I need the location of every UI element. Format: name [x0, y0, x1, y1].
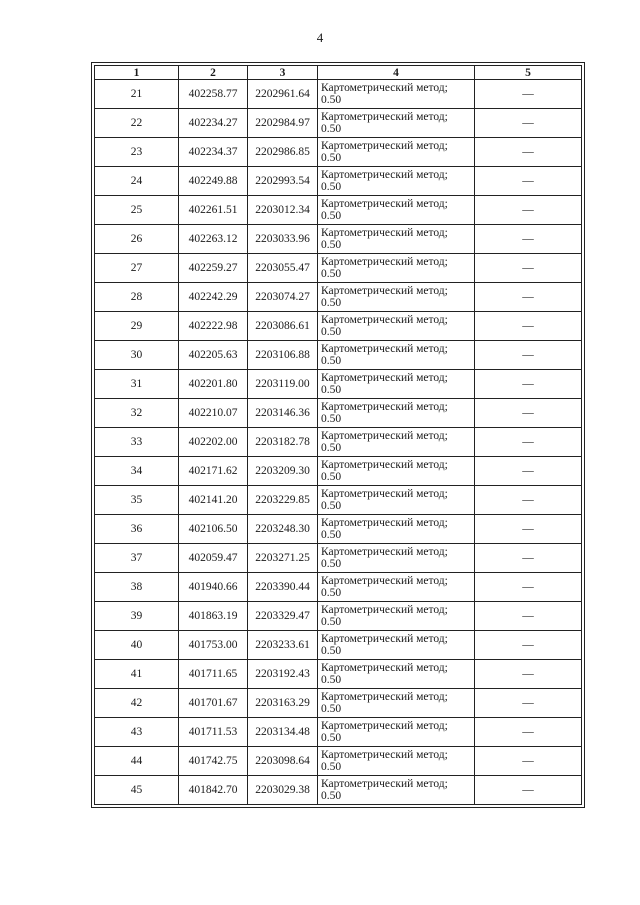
note-cell: — [475, 515, 582, 544]
precision-value: 0.50 [321, 152, 342, 164]
table-header-row [95, 66, 582, 80]
table-row [95, 254, 582, 283]
coordinate-y: 2203098.64 [248, 747, 318, 776]
column-header-1: 1 [95, 66, 179, 80]
note-cell: — [475, 544, 582, 573]
method-text: Картометрический метод; [321, 633, 448, 645]
coordinate-y: 2203192.43 [248, 660, 318, 689]
note-cell: — [475, 196, 582, 225]
method-cell [318, 776, 475, 805]
method-cell [318, 370, 475, 399]
coordinate-y: 2203146.36 [248, 399, 318, 428]
page-number: 4 [316, 30, 324, 45]
method-text: Картометрический метод; [321, 778, 448, 790]
coordinate-y: 2203182.78 [248, 428, 318, 457]
note-cell: — [475, 631, 582, 660]
coordinate-y: 2202993.54 [248, 167, 318, 196]
precision-value: 0.50 [321, 210, 342, 222]
precision-value: 0.50 [321, 616, 342, 628]
point-number: 45 [95, 776, 179, 805]
point-number: 40 [95, 631, 179, 660]
coordinate-x: 402205.63 [179, 341, 248, 370]
coordinate-x: 402171.62 [179, 457, 248, 486]
table-row [95, 515, 582, 544]
table-row [95, 689, 582, 718]
note-cell: — [475, 602, 582, 631]
method-text: Картометрический метод; [321, 749, 448, 761]
table-row [95, 167, 582, 196]
coordinate-y: 2203119.00 [248, 370, 318, 399]
precision-value: 0.50 [321, 500, 342, 512]
table-row [95, 196, 582, 225]
coordinate-y: 2203390.44 [248, 573, 318, 602]
coordinate-x: 402202.00 [179, 428, 248, 457]
precision-value: 0.50 [321, 355, 342, 367]
method-text: Картометрический метод; [321, 720, 448, 732]
coordinate-y: 2203229.85 [248, 486, 318, 515]
precision-value: 0.50 [321, 529, 342, 541]
coordinate-y: 2203033.96 [248, 225, 318, 254]
method-text: Картометрический метод; [321, 575, 448, 587]
precision-value: 0.50 [321, 123, 342, 135]
coordinate-x: 402222.98 [179, 312, 248, 341]
precision-value: 0.50 [321, 268, 342, 280]
point-number: 25 [95, 196, 179, 225]
table-row [95, 283, 582, 312]
point-number: 27 [95, 254, 179, 283]
coordinate-x: 402261.51 [179, 196, 248, 225]
coordinate-y: 2203163.29 [248, 689, 318, 718]
note-cell: — [475, 341, 582, 370]
precision-value: 0.50 [321, 297, 342, 309]
column-header-3: 3 [248, 66, 318, 80]
precision-value: 0.50 [321, 239, 342, 251]
coordinate-y: 2202984.97 [248, 109, 318, 138]
coordinate-y: 2202986.85 [248, 138, 318, 167]
note-cell: — [475, 718, 582, 747]
point-number: 39 [95, 602, 179, 631]
table-row [95, 718, 582, 747]
note-cell: — [475, 80, 582, 109]
table-row [95, 747, 582, 776]
coordinate-x: 401711.65 [179, 660, 248, 689]
point-number: 41 [95, 660, 179, 689]
coordinate-x: 401742.75 [179, 747, 248, 776]
point-number: 21 [95, 80, 179, 109]
method-cell [318, 109, 475, 138]
point-number: 37 [95, 544, 179, 573]
coordinate-x: 401940.66 [179, 573, 248, 602]
table-row [95, 631, 582, 660]
coordinate-x: 401842.70 [179, 776, 248, 805]
coordinate-x: 402059.47 [179, 544, 248, 573]
coordinate-x: 402259.27 [179, 254, 248, 283]
method-cell [318, 602, 475, 631]
column-header-4: 4 [318, 66, 475, 80]
method-cell [318, 167, 475, 196]
method-cell [318, 312, 475, 341]
point-number: 35 [95, 486, 179, 515]
point-number: 24 [95, 167, 179, 196]
method-text: Картометрический метод; [321, 401, 448, 413]
note-cell: — [475, 747, 582, 776]
precision-value: 0.50 [321, 558, 342, 570]
method-text: Картометрический метод; [321, 372, 448, 384]
point-number: 29 [95, 312, 179, 341]
coordinate-y: 2203248.30 [248, 515, 318, 544]
coordinate-x: 402234.27 [179, 109, 248, 138]
note-cell: — [475, 428, 582, 457]
note-cell: — [475, 370, 582, 399]
method-text: Картометрический метод; [321, 546, 448, 558]
note-cell: — [475, 109, 582, 138]
point-number: 32 [95, 399, 179, 428]
method-cell [318, 718, 475, 747]
point-number: 23 [95, 138, 179, 167]
method-cell [318, 544, 475, 573]
coordinate-y: 2203271.25 [248, 544, 318, 573]
coordinate-y: 2203055.47 [248, 254, 318, 283]
method-text: Картометрический метод; [321, 285, 448, 297]
coordinate-y: 2203329.47 [248, 602, 318, 631]
note-cell: — [475, 254, 582, 283]
method-cell [318, 486, 475, 515]
coordinate-x: 401753.00 [179, 631, 248, 660]
table-row [95, 399, 582, 428]
note-cell: — [475, 399, 582, 428]
method-cell [318, 225, 475, 254]
precision-value: 0.50 [321, 732, 342, 744]
method-cell [318, 747, 475, 776]
precision-value: 0.50 [321, 703, 342, 715]
coordinate-x: 402141.20 [179, 486, 248, 515]
coordinate-y: 2203233.61 [248, 631, 318, 660]
coordinate-y: 2203029.38 [248, 776, 318, 805]
coordinate-x: 402263.12 [179, 225, 248, 254]
point-number: 33 [95, 428, 179, 457]
table-row [95, 573, 582, 602]
table-row [95, 312, 582, 341]
method-cell [318, 283, 475, 312]
table-row [95, 486, 582, 515]
coordinate-x: 402249.88 [179, 167, 248, 196]
method-text: Картометрический метод; [321, 604, 448, 616]
point-number: 38 [95, 573, 179, 602]
coordinate-y: 2202961.64 [248, 80, 318, 109]
table-row [95, 109, 582, 138]
point-number: 36 [95, 515, 179, 544]
method-text: Картометрический метод; [321, 343, 448, 355]
table-row [95, 428, 582, 457]
method-cell [318, 631, 475, 660]
precision-value: 0.50 [321, 442, 342, 454]
method-text: Картометрический метод; [321, 517, 448, 529]
method-text: Картометрический метод; [321, 662, 448, 674]
method-text: Картометрический метод; [321, 430, 448, 442]
method-text: Картометрический метод; [321, 198, 448, 210]
column-header-2: 2 [179, 66, 248, 80]
method-text: Картометрический метод; [321, 488, 448, 500]
table-row [95, 457, 582, 486]
coordinate-x: 402106.50 [179, 515, 248, 544]
coordinate-y: 2203086.61 [248, 312, 318, 341]
coordinate-x: 402210.07 [179, 399, 248, 428]
method-text: Картометрический метод; [321, 227, 448, 239]
method-text: Картометрический метод; [321, 169, 448, 181]
method-cell [318, 457, 475, 486]
method-text: Картометрический метод; [321, 82, 448, 94]
point-number: 31 [95, 370, 179, 399]
method-cell [318, 80, 475, 109]
column-header-5: 5 [475, 66, 582, 80]
coordinate-y: 2203209.30 [248, 457, 318, 486]
precision-value: 0.50 [321, 94, 342, 106]
point-number: 42 [95, 689, 179, 718]
point-number: 43 [95, 718, 179, 747]
coordinates-table-frame [91, 62, 585, 808]
precision-value: 0.50 [321, 790, 342, 802]
precision-value: 0.50 [321, 587, 342, 599]
point-number: 44 [95, 747, 179, 776]
method-cell [318, 660, 475, 689]
coordinate-x: 402258.77 [179, 80, 248, 109]
precision-value: 0.50 [321, 674, 342, 686]
table-row [95, 138, 582, 167]
method-cell [318, 689, 475, 718]
method-text: Картометрический метод; [321, 691, 448, 703]
precision-value: 0.50 [321, 471, 342, 483]
point-number: 30 [95, 341, 179, 370]
coordinates-table [94, 65, 582, 805]
precision-value: 0.50 [321, 413, 342, 425]
method-text: Картометрический метод; [321, 459, 448, 471]
coordinate-y: 2203106.88 [248, 341, 318, 370]
note-cell: — [475, 457, 582, 486]
precision-value: 0.50 [321, 761, 342, 773]
coordinate-x: 402242.29 [179, 283, 248, 312]
note-cell: — [475, 486, 582, 515]
note-cell: — [475, 225, 582, 254]
method-text: Картометрический метод; [321, 111, 448, 123]
note-cell: — [475, 312, 582, 341]
coordinate-y: 2203134.48 [248, 718, 318, 747]
method-cell [318, 196, 475, 225]
note-cell: — [475, 776, 582, 805]
table-row [95, 341, 582, 370]
precision-value: 0.50 [321, 384, 342, 396]
method-cell [318, 573, 475, 602]
method-text: Картометрический метод; [321, 256, 448, 268]
table-row [95, 660, 582, 689]
table-row [95, 776, 582, 805]
method-text: Картометрический метод; [321, 140, 448, 152]
table-row [95, 80, 582, 109]
precision-value: 0.50 [321, 181, 342, 193]
precision-value: 0.50 [321, 326, 342, 338]
note-cell: — [475, 283, 582, 312]
note-cell: — [475, 573, 582, 602]
table-row [95, 225, 582, 254]
point-number: 28 [95, 283, 179, 312]
table-row [95, 544, 582, 573]
method-text: Картометрический метод; [321, 314, 448, 326]
method-cell [318, 399, 475, 428]
coordinate-x: 401711.53 [179, 718, 248, 747]
method-cell [318, 254, 475, 283]
point-number: 22 [95, 109, 179, 138]
note-cell: — [475, 138, 582, 167]
coordinate-x: 402201.80 [179, 370, 248, 399]
coordinate-y: 2203012.34 [248, 196, 318, 225]
note-cell: — [475, 660, 582, 689]
note-cell: — [475, 689, 582, 718]
method-cell [318, 428, 475, 457]
coordinate-x: 401863.19 [179, 602, 248, 631]
method-cell [318, 515, 475, 544]
precision-value: 0.50 [321, 645, 342, 657]
note-cell: — [475, 167, 582, 196]
point-number: 34 [95, 457, 179, 486]
table-row [95, 370, 582, 399]
coordinate-x: 401701.67 [179, 689, 248, 718]
table-row [95, 602, 582, 631]
method-cell [318, 138, 475, 167]
coordinate-x: 402234.37 [179, 138, 248, 167]
point-number: 26 [95, 225, 179, 254]
method-cell [318, 341, 475, 370]
coordinate-y: 2203074.27 [248, 283, 318, 312]
